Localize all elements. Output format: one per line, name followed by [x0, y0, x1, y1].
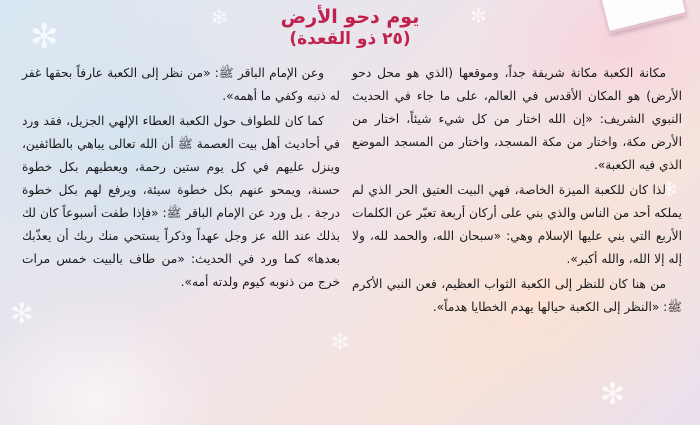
paragraph: لذا كان للكعبة الميزة الخاصة، فهي البيت العتيق الحر الذي لم يملكه أحد من الناس والذي بني على أركان أربعة تعبّر عن الكلمات الأربع التي بني عليها الإسلام وهي: «سبحان الله، والحمد لله، ولا إله إلا الله، والله أكبر». — [352, 183, 682, 266]
snowflake-icon: ❄ — [210, 6, 229, 31]
snowflake-icon: ❄ — [660, 178, 679, 203]
snowflake-icon: ❄ — [330, 328, 351, 356]
page-title — [0, 6, 700, 49]
paragraph: وعن الإمام الباقر ﷺ: «من نظر إلى الكعبة عارفاً بحقها غفر له ذنبه وكفي ما أهمه». — [22, 66, 340, 103]
title-line-1: يوم دحو الأرض — [280, 6, 420, 28]
left-text-column — [22, 62, 340, 294]
snowflake-icon: ✻ — [600, 377, 626, 412]
right-text-column — [352, 62, 682, 319]
title-line-2: (٢٥ ذو القعدة) — [289, 29, 411, 49]
snowflake-icon: ✻ — [10, 297, 34, 330]
paragraph: كما كان للطواف حول الكعبة العطاء الإلهي الجزيل، فقد ورد في أحاديث أهل بيت العصمة ﷺ أن الله تعالى يباهي بالطائفين، وينزل عليهم في كل يوم ستين رحمة، ويعطيهم بكل خطوة حسنة، ويمحو عنهم بكل خطوة سيئة، ويرفع لهم بكل خطوة درجة . بل ورد عن الإمام الباقر ﷺ: «فإذا طفت أسبوعاً كان لك بذلك عند الله عز وجل عهداً وذكراً يستحي منك ربك أن يعذّبك بعدها» كما ورد في الحديث: «من طاف بالبيت خمس مرات خرج من ذنوبه كيوم ولدته أمه». — [22, 114, 340, 289]
snowflake-icon: ✼ — [470, 4, 487, 28]
paragraph: من هنا كان للنظر إلى الكعبة الثواب العظيم، فعن النبي الأكرم ﷺ: «النظر إلى الكعبة حيالها يهدم الخطايا هدماً». — [352, 277, 682, 314]
snowflake-icon: ✻ — [30, 17, 59, 57]
paragraph: مكانة الكعبة مكانة شريفة جداً، وموقعها (الذي هو محل دحو الأرض) هو المكان الأقدس في العالم، على ما جاء في الحديث النبوي الشريف: «إن الله اختار من كل شيء شيئاً، اختار من الأرض مكة، واختار من مكة المسجد، واختار من المسجد الموضع الذي فيه الكعبة». — [352, 66, 682, 172]
